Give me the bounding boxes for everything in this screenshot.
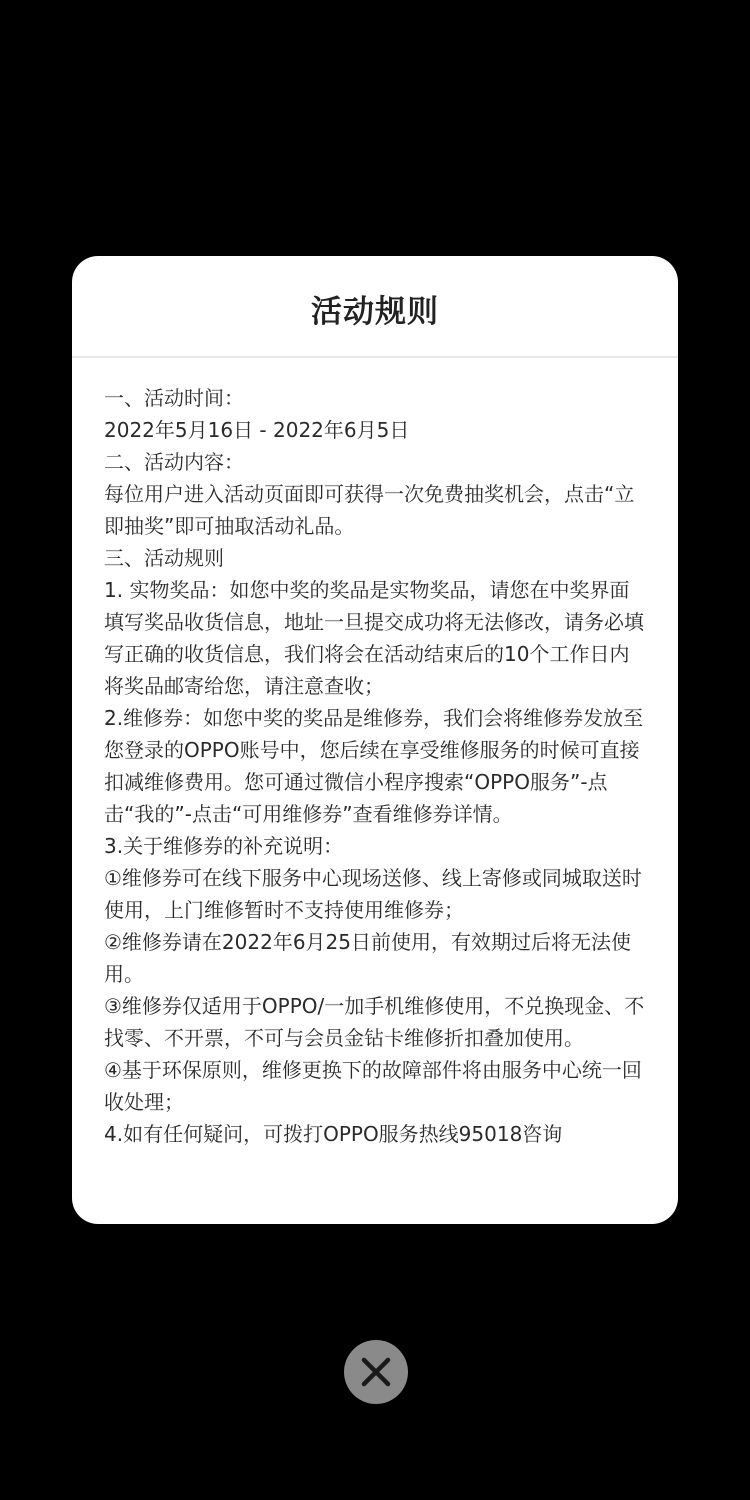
rule-line-time-range: 2022年5月16日 - 2022年6月5日 [104, 418, 410, 442]
rule-line-voucher-note-2: ②维修券请在2022年6月25日前使用，有效期过后将无法使用。 [104, 930, 632, 986]
dialog-title: 活动规则 [311, 293, 439, 330]
rule-line-content-heading: 二、活动内容： [104, 450, 244, 474]
rule-line-voucher-notes-heading: 3.关于维修券的补充说明： [104, 834, 344, 858]
rule-line-physical-prize: 1. 实物奖品：如您中奖的奖品是实物奖品，请您在中奖界面填写奖品收货信息，地址一旦提交成功将无法修改，请务必填写正确的收货信息，我们将会在活动结束后的10个工作日内将奖品邮寄给您，请注意查收； [104, 578, 644, 698]
rules-content [72, 358, 678, 1150]
rule-line-time-heading: 一、活动时间： [104, 386, 244, 410]
dialog-header [72, 256, 678, 358]
rule-line-voucher-note-4: ④基于环保原则，维修更换下的故障部件将由服务中心统一回收处理； [104, 1058, 642, 1114]
rule-line-contact: 4.如有任何疑问，可拨打OPPO服务热线95018咨询 [104, 1122, 563, 1146]
close-icon [359, 1355, 393, 1389]
rules-dialog [72, 256, 678, 1224]
rule-line-voucher-note-3: ③维修券仅适用于OPPO/一加手机维修使用，不兑换现金、不找零、不开票，不可与会员金钻卡维修折扣叠加使用。 [104, 994, 645, 1050]
rule-line-voucher-note-1: ①维修券可在线下服务中心现场送修、线上寄修或同城取送时使用，上门维修暂时不支持使用维修券； [104, 866, 642, 922]
rule-line-repair-voucher: 2.维修券：如您中奖的奖品是维修券，我们会将维修券发放至您登录的OPPO账号中，您后续在享受维修服务的时候可直接扣减维修费用。您可通过微信小程序搜索“OPPO服务”-点击“我的”-点击“可用维修券”查看维修券详情。 [104, 706, 644, 826]
rule-line-content-text: 每位用户进入活动页面即可获得一次免费抽奖机会，点击“立即抽奖”即可抽取活动礼品。 [104, 482, 635, 538]
rule-line-rules-heading: 三、活动规则 [104, 546, 224, 570]
close-button[interactable] [344, 1340, 408, 1404]
